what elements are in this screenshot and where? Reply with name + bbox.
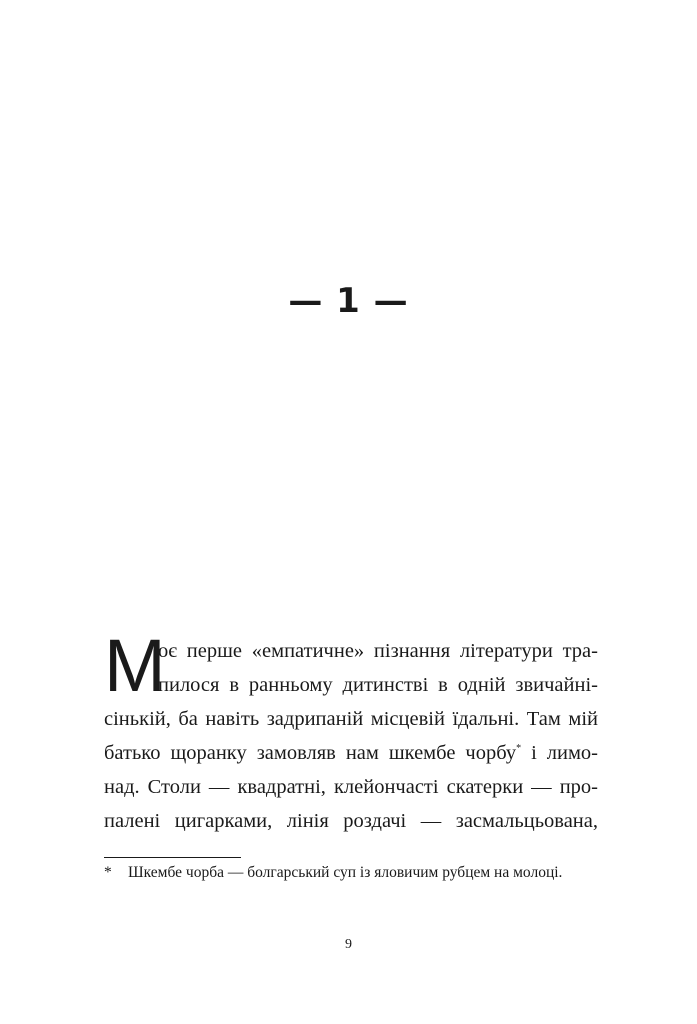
body-text xyxy=(104,624,599,838)
footnote-mark: * xyxy=(104,864,112,881)
text-segment: і лимо- xyxy=(531,742,599,764)
footnote xyxy=(104,862,604,884)
page-number: 9 xyxy=(345,937,352,952)
footnote-divider xyxy=(104,857,241,858)
footnote-reference: * xyxy=(516,743,522,755)
text-line: палені цигарками, лінія роздачі — засмальцьована, xyxy=(104,810,598,832)
text-line: пилося в ранньому дитинстві в одній звичайні- xyxy=(158,674,598,696)
footnote-text: Шкембе чорба — болгарський суп із яловичим рубцем на молоці. xyxy=(128,864,563,881)
text-line: оє перше «емпатичне» пізнання літератури тра- xyxy=(158,640,598,662)
text-segment: батько щоранку замовляв нам шкембе чорбу xyxy=(104,742,517,764)
drop-cap: М xyxy=(104,624,166,707)
chapter-heading: — 1 — xyxy=(288,281,409,321)
text-line: над. Столи — квадратні, клейончасті скатерки — про- xyxy=(104,776,598,798)
text-line xyxy=(104,736,598,770)
text-line: сінькій, ба навіть задрипаній місцевій їдальні. Там мій xyxy=(104,708,598,730)
